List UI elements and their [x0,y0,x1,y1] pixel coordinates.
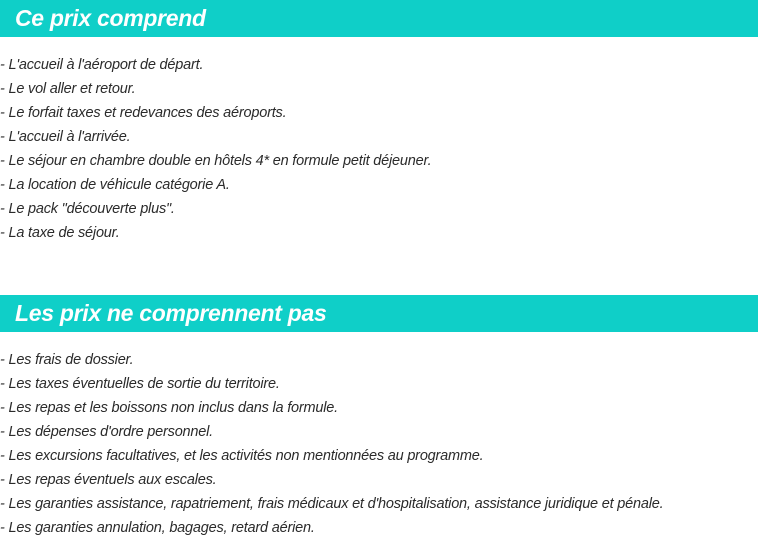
list-item: - Le pack "découverte plus". [0,201,175,217]
list-item: - Les garanties assistance, rapatriement, frais médicaux et d'hospitalisation, assistance juridique et pénale. [0,496,664,512]
list-item: - L'accueil à l'aéroport de départ. [0,57,204,73]
excluded-section-title: Les prix ne comprennent pas [15,300,327,326]
list-item: - Le vol aller et retour. [0,81,136,97]
list-item: - Les frais de dossier. [0,352,134,368]
list-item: - Le forfait taxes et redevances des aéroports. [0,105,287,121]
list-item: - Les excursions facultatives, et les activités non mentionnées au programme. [0,448,484,464]
list-item: - La taxe de séjour. [0,225,120,241]
list-item: - Les taxes éventuelles de sortie du territoire. [0,376,280,392]
included-section-title: Ce prix comprend [15,5,206,31]
list-item: - Les repas et les boissons non inclus dans la formule. [0,400,338,416]
list-item: - Les repas éventuels aux escales. [0,472,217,488]
list-item: - La location de véhicule catégorie A. [0,177,230,193]
list-item: - Le séjour en chambre double en hôtels 4* en formule petit déjeuner. [0,153,432,169]
excluded-section-header [0,295,758,332]
included-section-header [0,0,758,37]
excluded-items-list [0,348,663,540]
list-item: - Les dépenses d'ordre personnel. [0,424,214,440]
included-items-list [0,53,431,245]
list-item: - Les garanties annulation, bagages, retard aérien. [0,520,315,536]
list-item: - L'accueil à l'arrivée. [0,129,131,145]
